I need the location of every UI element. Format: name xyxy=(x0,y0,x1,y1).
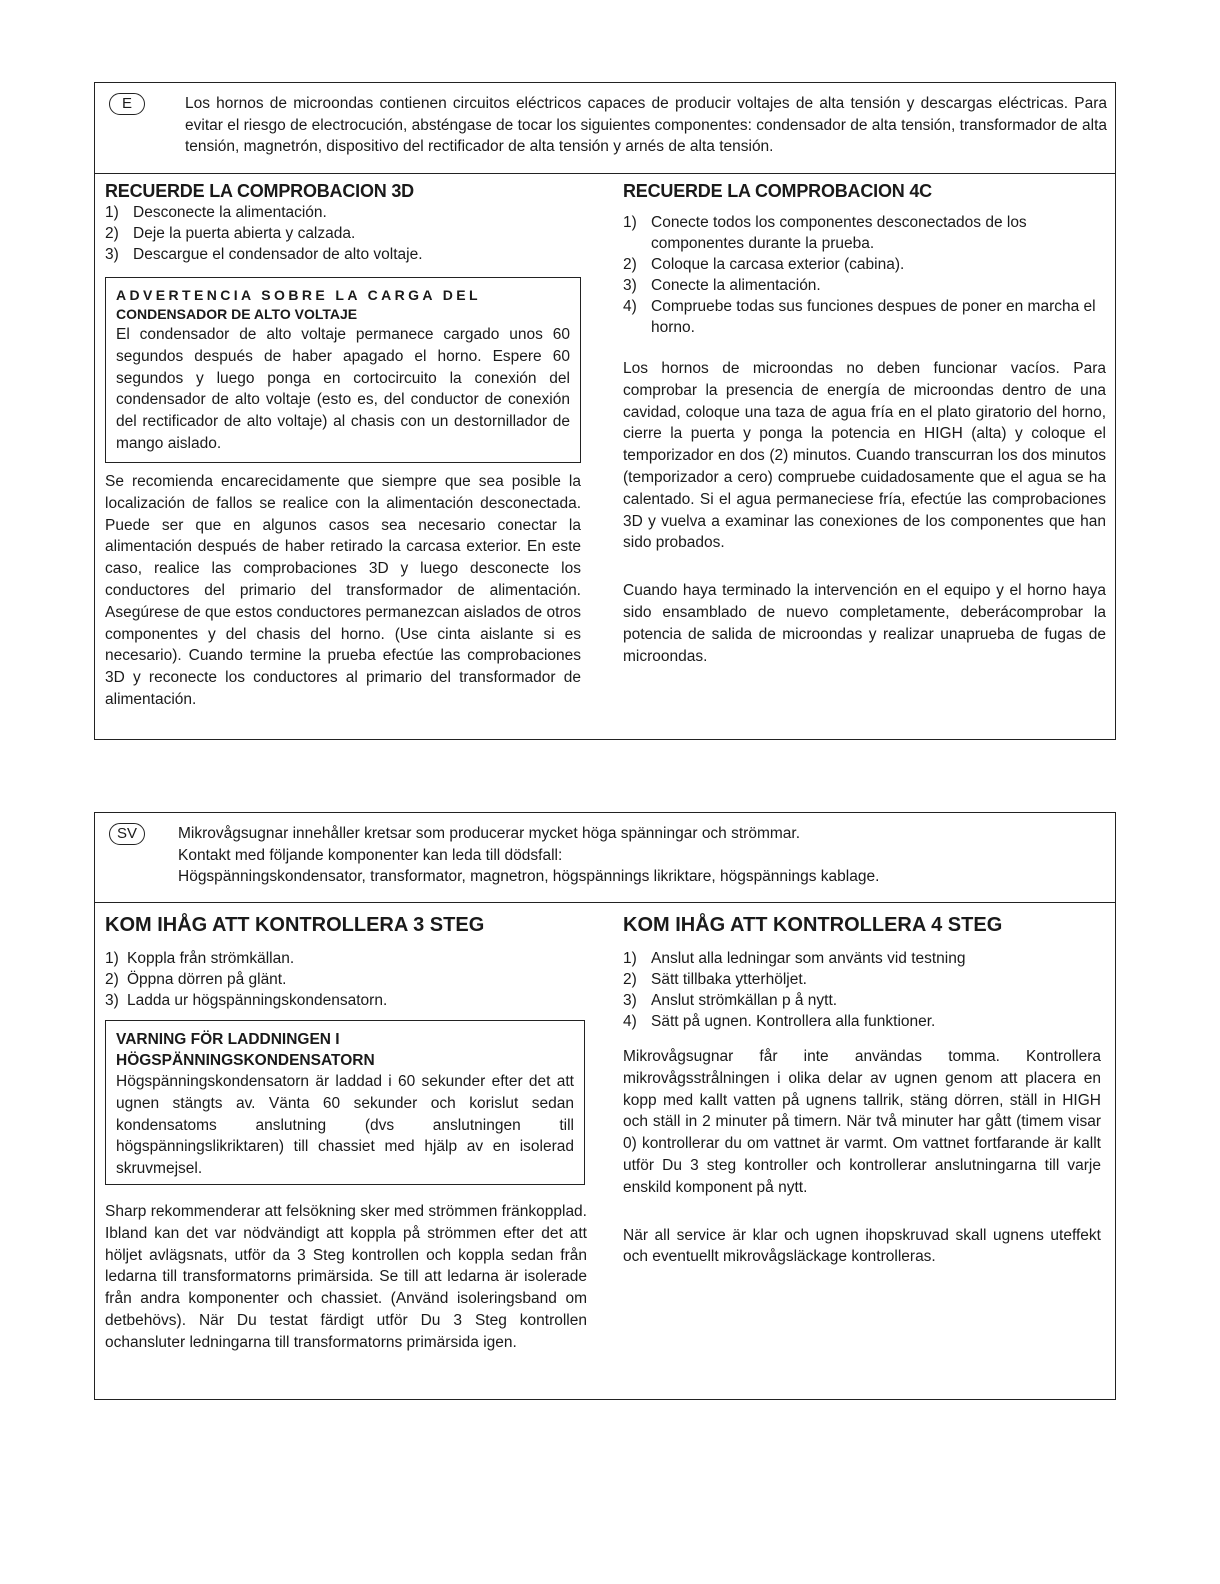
safety-warning-row xyxy=(95,83,1115,174)
safety-warning-row xyxy=(95,813,1115,903)
step-item: 3) Descargue el condensador de alto voltaje. xyxy=(105,246,423,263)
check-4c-heading: RECUERDE LA COMPROBACION 4C xyxy=(623,181,932,201)
final-check-paragraph: När all service är klar och ugnen ihopskruvad skall ugnens uteffekt och eventuellt mikrovågsläckage kontrolleras. xyxy=(623,1226,1101,1266)
step-item: 2) Sätt tillbaka ytterhöljet. xyxy=(623,971,807,988)
step-item: 1) Desconecte la alimentación. xyxy=(105,204,327,221)
check-3-steps-list xyxy=(105,948,587,1011)
microwave-energy-test-paragraph: Los hornos de microondas no deben funcionar vacíos. Para comprobar la presencia de energía de microondas dentro de una cavidad, coloque una taza de agua fría en el plato giratorio del horno, cierre la puerta y ponga la potencia en HIGH (alta) y coloque el temporizador en dos (2) minutos. Cuando transcurran los dos minutos (temporizador a cero) compruebe cuidadosamente que el agua se ha calentado. Si el agua permaneciese fría, efectúe las comprobaciones 3D y vuelva a examinar las conexiones de los componentes que han sido probados. xyxy=(623,360,1106,552)
swedish-section xyxy=(94,812,1116,1400)
warning-line: Kontakt med följande komponenter kan leda till dödsfall: xyxy=(178,846,563,864)
step-item: 4) Compruebe todas sus funciones despues de poner en marcha el horno. xyxy=(623,298,1096,336)
step-item: 3) Anslut strömkällan p å nytt. xyxy=(623,992,838,1009)
step-item: 1) Anslut alla ledningar som använts vid testning xyxy=(623,950,966,967)
step-item: 2) Öppna dörren på glänt. xyxy=(105,971,287,988)
safety-warning-text xyxy=(178,823,1107,888)
step-item: 4) Sätt på ugnen. Kontrollera alla funktioner. xyxy=(623,1013,936,1030)
step-item: 1) Conecte todos los componentes desconectados de los componentes durante la prueba. xyxy=(623,214,1027,252)
check-3d-column xyxy=(105,180,581,711)
warning-box-subtitle: CONDENSADOR DE ALTO VOLTAJE xyxy=(116,306,358,322)
final-check-paragraph: Cuando haya terminado la intervención en el equipo y el horno haya sido ensamblado de nuevo completamente, deberácomprobar la potencia de salida de microondas y realizar unaprueba de fugas de microondas. xyxy=(623,582,1106,665)
step-item: 3) Conecte la alimentación. xyxy=(623,277,821,294)
check-3-steps-heading: KOM IHÅG ATT KONTROLLERA 3 STEG xyxy=(105,914,485,936)
check-4-steps-column xyxy=(623,912,1101,1268)
check-3d-heading: RECUERDE LA COMPROBACION 3D xyxy=(105,181,414,201)
check-4c-column xyxy=(623,180,1106,667)
warning-box-title: ADVERTENCIA SOBRE LA CARGA DEL xyxy=(116,287,481,303)
check-4c-steps xyxy=(623,212,1106,338)
microwave-radiation-test-paragraph: Mikrovågsugnar får inte användas tomma. Kontrollera mikrovågsstrålningen i olika delar av ugnen genom att placera en kopp med kallt vatten på ugnens tallrik, stäng dörren, ställ in HIGH och ställ in 2 minuter på timern. När två minuter har gått (timem visar 0) kontrollerar du om vattnet är varmt. Om vattnet fortfarande är kallt utför Du 3 steg kontroller och kontrollerar anslutningarna till varje enskild komponent på nytt. xyxy=(623,1048,1101,1196)
language-badge: E xyxy=(109,93,145,115)
warning-line: Mikrovågsugnar innehåller kretsar som producerar mycket höga spänningar och strömmar. xyxy=(178,825,801,842)
step-item: 3) Ladda ur högspänningskondensatorn. xyxy=(105,992,388,1009)
step-item: 2) Coloque la carcasa exterior (cabina). xyxy=(623,256,905,273)
check-4-steps-heading: KOM IHÅG ATT KONTROLLERA 4 STEG xyxy=(623,914,1003,936)
safety-warning-text: Los hornos de microondas contienen circuitos eléctricos capaces de producir voltajes de alta tensión y descargas eléctricas. Para evitar el riesgo de electrocución, absténgase de tocar los siguientes componentes: condensador de alta tensión, transformador de alta tensión, magnetrón, dispositivo del rectificador de alta tensión y arnés de alta tensión. xyxy=(185,95,1107,155)
step-item: 2) Deje la puerta abierta y calzada. xyxy=(105,225,356,242)
capacitor-warning-box xyxy=(105,1020,585,1185)
check-4-steps-list xyxy=(623,948,1101,1032)
language-badge: SV xyxy=(109,823,145,845)
capacitor-warning-box xyxy=(105,277,581,463)
warning-box-subtitle: HÖGSPÄNNINGSKONDENSATORN xyxy=(116,1052,375,1069)
warning-line: Högspänningskondensator, transformator, magnetron, högspännings likriktare, högspännings kablage. xyxy=(178,868,880,885)
warning-box-title: VARNING FÖR LADDNINGEN I xyxy=(116,1031,340,1048)
troubleshooting-paragraph: Sharp rekommenderar att felsökning sker med strömmen fränkopplad. Ibland kan det var nödvändigt att koppla på strömmen efter det att höljet avlägsnats, utför da 3 Steg kontrollen och koppla sedan från ledarna till transformatorns primärsida. Se till att ledarna är isolerade från andra komponenter och chassiet. (Använd isoleringsband om detbehövs). När Du testat färdigt utför Du 3 Steg kontrollen ochansluter ledningarna till transformatorns primärsida igen. xyxy=(105,1203,587,1351)
warning-box-body: El condensador de alto voltaje permanece cargado unos 60 segundos después de haber apagado el horno. Espere 60 segundos y luego ponga en cortocircuito la conexión del condensador de alto voltaje (esto es, del conductor de conexión del rectificador de alto voltaje) al chasis con un destornillador de mango aislado. xyxy=(116,326,570,452)
check-3d-steps xyxy=(105,202,581,265)
step-item: 1) Koppla från strömkällan. xyxy=(105,950,295,967)
spanish-section xyxy=(94,82,1116,740)
warning-box-body: Högspänningskondensatorn är laddad i 60 sekunder efter det att ugnen stängts av. Vänta 60 sekunder och korislut sedan kondensatoms anslutning (dvs anslutningen till högspänningslikriktaren) till chassiet med hjälp av en isolerad skruvmejsel. xyxy=(116,1073,574,1178)
check-3-steps-column xyxy=(105,912,587,1354)
troubleshooting-paragraph: Se recomienda encarecidamente que siempre que sea posible la localización de fallos se realice con la alimentación desconectada. Puede ser que en algunos casos sea necesario conectar la alimentación después de haber retirado la carcasa exterior. En este caso, realice las comprobaciones 3D y luego desconecte los conductores del primario del transformador de alimentación. Asegúrese de que estos conductores permanezcan aislados de otros componentes y del chasis del horno. (Use cinta aislante si es necesario). Cuando termine la prueba efectúe las comprobaciones 3D y reconecte los conductores al primario del transformador de alimentación. xyxy=(105,473,581,708)
